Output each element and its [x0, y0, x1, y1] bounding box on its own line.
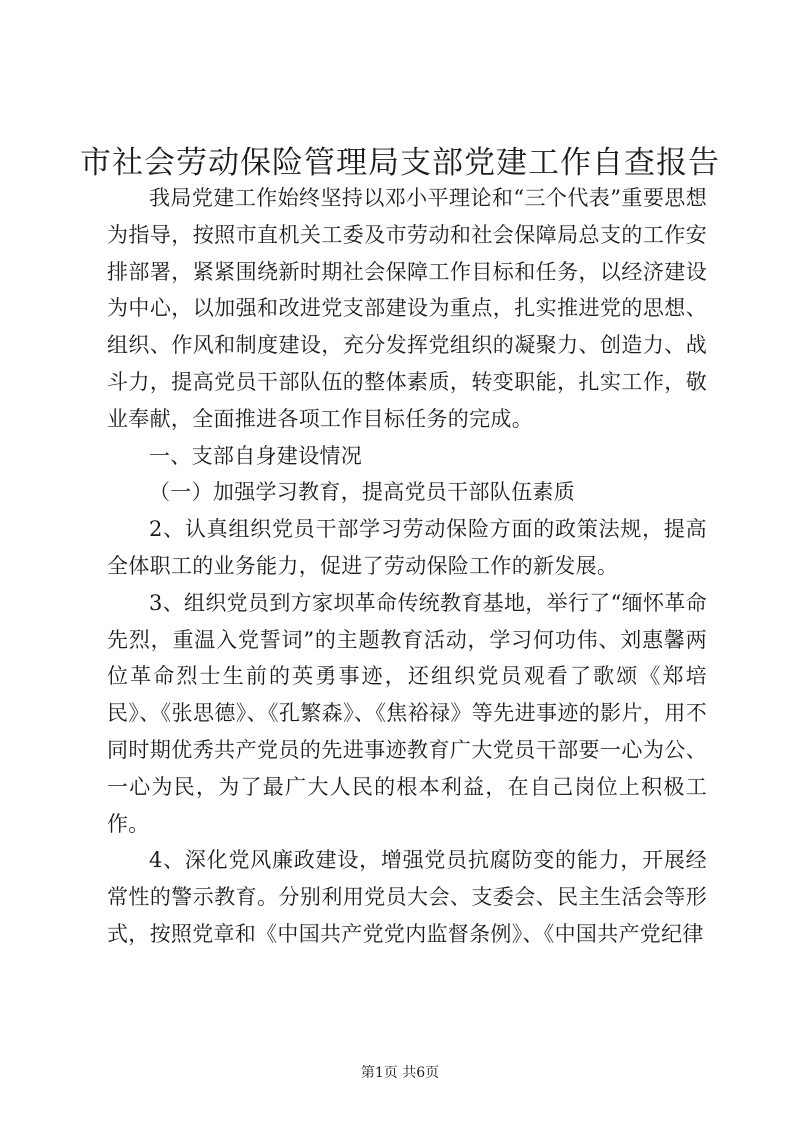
section-heading-1: 一、支部自身建设情况 [149, 443, 362, 468]
page-number-footer: 第1页 共6页 [360, 1065, 440, 1081]
paragraph-item-2: 2、认真组织党员干部学习劳动保险方面的政策法规，提高全体职工的业务能力，促进了劳动保险工作的新发展。 [107, 517, 707, 578]
paragraph-item-3: 3、组织党员到方家坝革命传统教育基地，举行了“缅怀革命先烈，重温入党誓词”的主题教育活动，学习何功伟、刘惠馨两位革命烈士生前的英勇事迹，还组织党员观看了歌颂《郑培民》、《张思德》、《孔繁森》、《焦裕禄》等先进事迹的影片，用不同时期优秀共产党员的先进事迹教育广大党员干部要一心为公、一心为民，为了最广大人民的根本利益，在自己岗位上积极工作。 [107, 590, 707, 836]
document-title: 市社会劳动保险管理局支部党建工作自查报告 [80, 145, 720, 181]
paragraph-intro: 我局党建工作始终坚持以邓小平理论和“三个代表”重要思想为指导，按照市直机关工委及市劳动和社会保障局总支的工作安排部署，紧紧围绕新时期社会保障工作目标和任务，以经济建设为中心，以加强和改进党支部建设为重点，扎实推进党的思想、组织、作风和制度建设，充分发挥党组织的凝聚力、创造力、战斗力，提高党员干部队伍的整体素质，转变职能，扎实工作，敬业奉献，全面推进各项工作目标任务的完成。 [107, 186, 707, 431]
document-body [107, 180, 707, 953]
subsection-heading-1: （一）加强学习教育，提高党员干部队伍素质 [149, 480, 575, 505]
paragraph-item-4: 4、深化党风廉政建设，增强党员抗腐防变的能力，开展经常性的警示教育。分别利用党员大会、支委会、民主生活会等形式，按照党章和《中国共产党党内监督条例》、《中国共产党纪律 [107, 848, 707, 946]
